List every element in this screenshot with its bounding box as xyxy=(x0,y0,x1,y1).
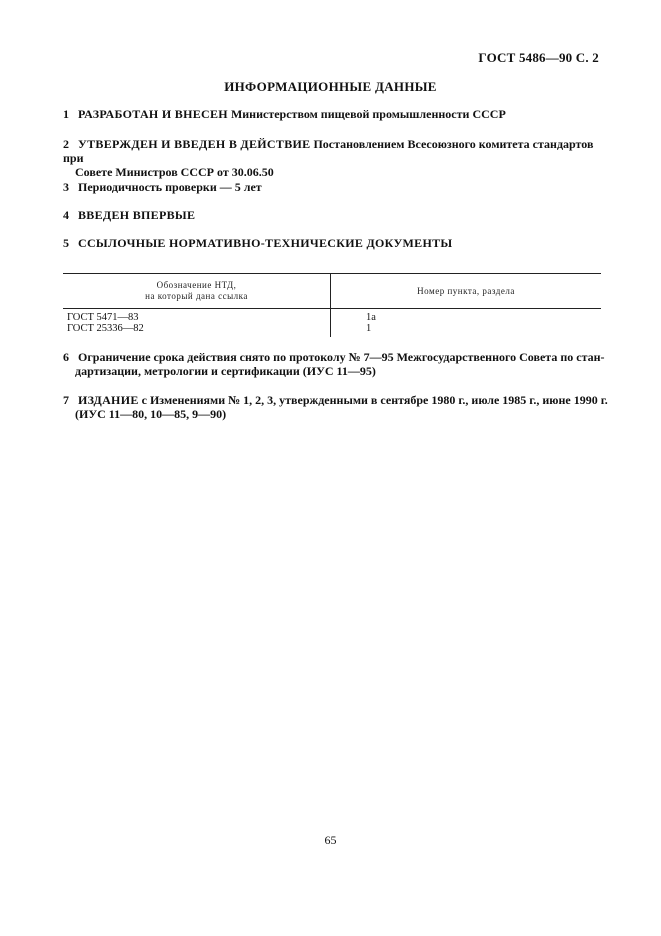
table-cell-document: ГОСТ 25336—82 xyxy=(63,323,331,337)
info-item-6 xyxy=(63,350,605,378)
item-caps-text: ИЗДАНИЕ xyxy=(78,393,139,407)
column-header-document-line1: Обозначение НТД, xyxy=(156,280,237,290)
item-text-continuation: (ИУС 11—80, 10—85, 9—90) xyxy=(75,407,227,421)
item-number: 5 xyxy=(63,236,69,250)
item-caps-text: РАЗРАБОТАН И ВНЕСЕН xyxy=(78,107,228,121)
info-item-7 xyxy=(63,393,608,421)
info-item-1 xyxy=(63,107,601,121)
info-item-3 xyxy=(63,180,601,194)
item-text-continuation: Совете Министров СССР от 30.06.50 xyxy=(75,165,274,179)
item-number: 3 xyxy=(63,180,69,194)
column-header-clause: Номер пункта, раздела xyxy=(331,274,602,309)
item-number: 2 xyxy=(63,137,69,151)
item-number: 6 xyxy=(63,350,69,364)
info-item-2 xyxy=(63,137,601,179)
table-header-row xyxy=(63,274,601,309)
table-row xyxy=(63,323,601,337)
document-title: ИНФОРМАЦИОННЫЕ ДАННЫЕ xyxy=(224,79,437,94)
item-text: с Изменениями № 1, 2, 3, утвержденными в сентябре 1980 г., июле 1985 г., июне 1990 г. xyxy=(141,393,608,407)
table-cell-document: ГОСТ 5471—83 xyxy=(63,309,331,324)
column-header-document-line2: на который дана ссылка xyxy=(145,291,248,301)
item-text: Министерством пищевой промышленности СССР xyxy=(230,107,506,121)
item-number: 7 xyxy=(63,393,69,407)
item-caps-text: УТВЕРЖДЕН И ВВЕДЕН В ДЕЙСТВИЕ xyxy=(78,137,311,151)
item-text: Постановлением Всесоюзного комитета стандартов при xyxy=(63,137,594,165)
table-cell-clause: 1 xyxy=(366,323,372,334)
item-text: Ограничение срока действия снято по протоколу № 7—95 Межгосударственного Совета по стан- xyxy=(78,350,605,364)
item-number: 1 xyxy=(63,107,69,121)
running-header: ГОСТ 5486—90 С. 2 xyxy=(478,50,599,65)
item-caps-text: ВВЕДЕН ВПЕРВЫЕ xyxy=(78,208,196,222)
table-row xyxy=(63,309,601,324)
table-cell-clause: 1а xyxy=(366,312,376,323)
info-item-5 xyxy=(63,236,601,250)
column-header-document xyxy=(63,274,331,309)
item-text: Периодичность проверки — 5 лет xyxy=(78,180,262,194)
item-text-continuation: дартизации, метрологии и сертификации (ИУС 11—95) xyxy=(75,364,376,378)
info-item-4 xyxy=(63,208,601,222)
page-number: 65 xyxy=(324,833,337,847)
reference-documents-table xyxy=(63,273,601,337)
item-caps-text: ССЫЛОЧНЫЕ НОРМАТИВНО-ТЕХНИЧЕСКИЕ ДОКУМЕНТЫ xyxy=(78,236,453,250)
item-number: 4 xyxy=(63,208,69,222)
